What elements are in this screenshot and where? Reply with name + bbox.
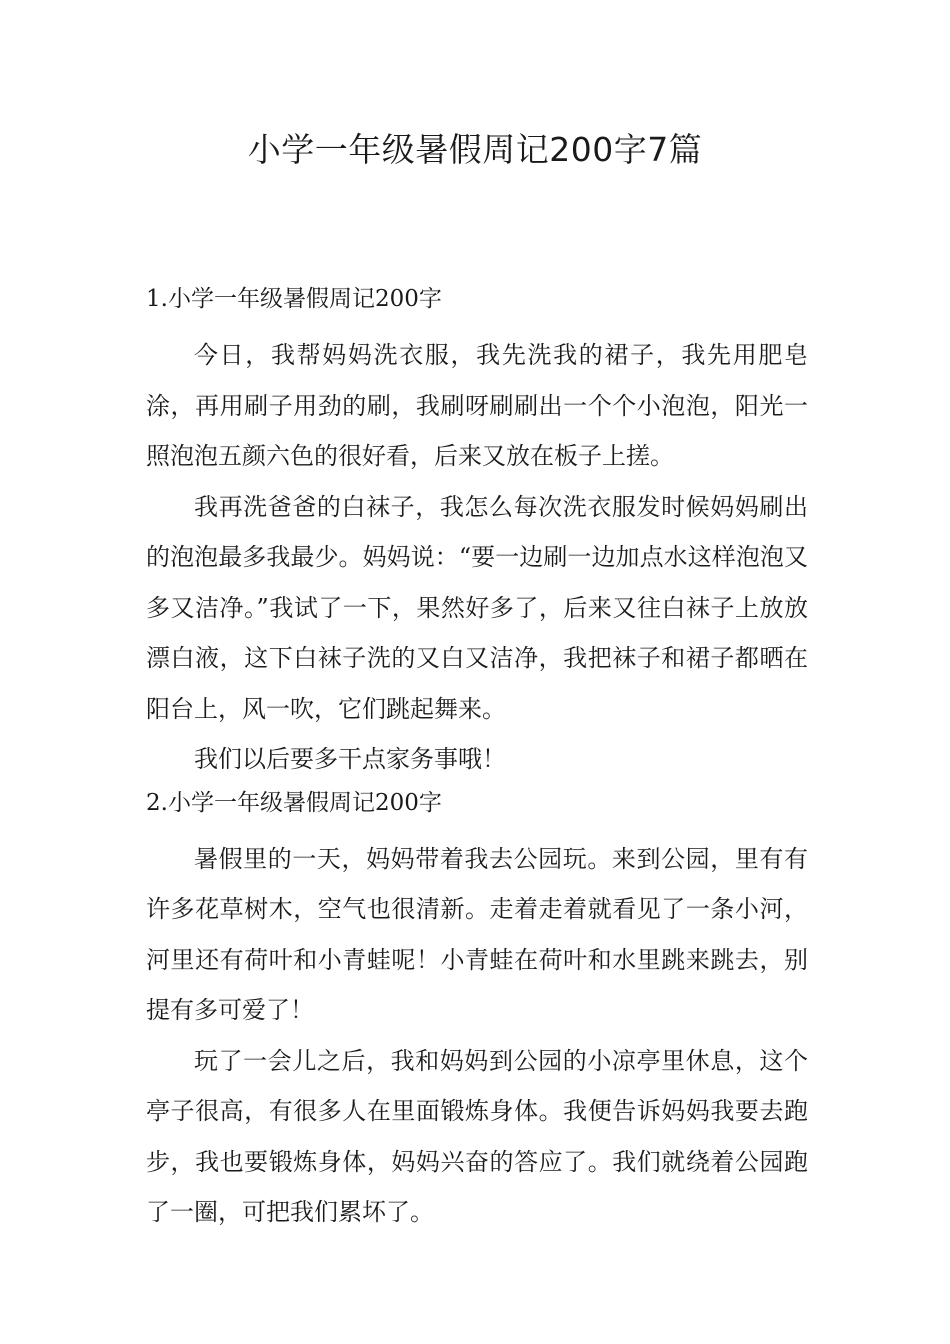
section-2 [146,785,808,1238]
document-title: 小学一年级暑假周记200字7篇 [247,130,703,169]
paragraph: 暑假里的一天，妈妈带着我去公园玩。来到公园，里有有许多花草树木，空气也很清新。走着走着就看见了一条小河，河里还有荷叶和小青蛙呢！小青蛙在荷叶和水里跳来跳去，别提有多可爱了！ [146,844,808,1024]
section-heading: 1.小学一年级暑假周记200字 [146,286,442,312]
paragraph: 我们以后要多干点家务事哦！ [194,745,506,773]
section-heading: 2.小学一年级暑假周记200字 [146,789,442,816]
paragraph: 我再洗爸爸的白袜子，我怎么每次洗衣服发时候妈妈刷出的泡泡最多我最少。妈妈说：“要一边刷一边加点水这样泡泡又多又洁净。”我试了一下，果然好多了，后来又往白袜子上放放漂白液，这下白袜子洗的又白又洁净，我把袜子和裙子都晒在阳台上，风一吹，它们跳起舞来。 [146,492,808,723]
paragraph: 玩了一会儿之后，我和妈妈到公园的小凉亭里休息，这个亭子很高，有很多人在里面锻炼身体。我便告诉妈妈我要去跑步，我也要锻炼身体，妈妈兴奋的答应了。我们就绕着公园跑了一圈，可把我们累坏了。 [146,1046,808,1226]
paragraph: 今日，我帮妈妈洗衣服，我先洗我的裙子，我先用肥皂涂，再用刷子用劲的刷，我刷呀刷刷出一个个小泡泡，阳光一照泡泡五颜六色的很好看，后来又放在板子上搓。 [146,341,808,470]
document-body [146,281,808,1238]
section-1 [146,281,808,785]
